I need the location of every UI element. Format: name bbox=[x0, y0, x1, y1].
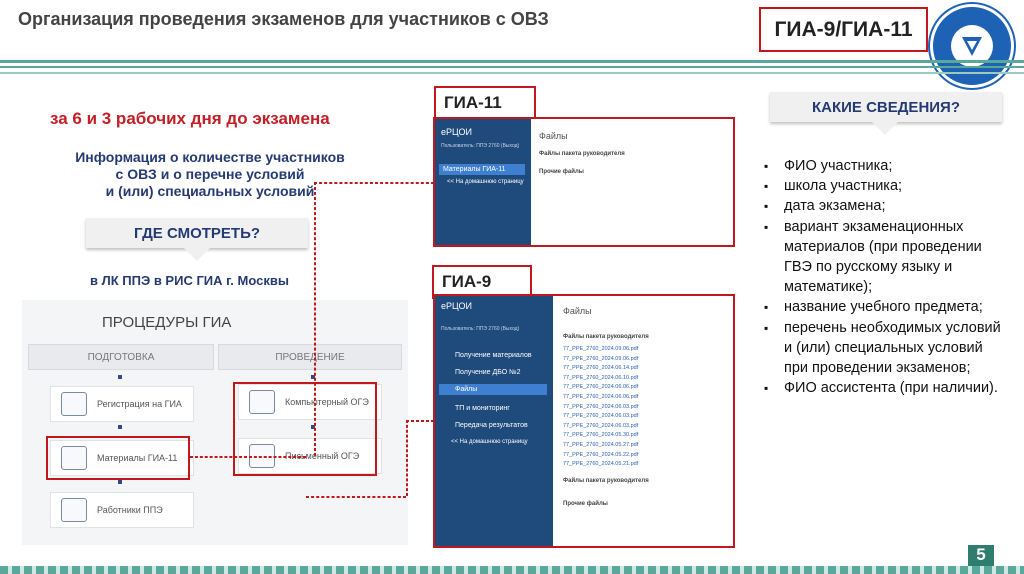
highlight-oge bbox=[233, 382, 377, 476]
menu-transfer[interactable]: Передача результатов bbox=[455, 422, 528, 429]
column-prep: ПОДГОТОВКА bbox=[28, 344, 214, 370]
connector-line bbox=[406, 420, 408, 496]
page-title: Организация проведения экзаменов для участников с ОВЗ bbox=[18, 9, 549, 29]
footer-stripe bbox=[0, 566, 1024, 574]
card-registration[interactable] bbox=[50, 386, 194, 422]
connector-line bbox=[314, 182, 434, 184]
registration-icon bbox=[61, 392, 87, 416]
banner-notch bbox=[872, 122, 898, 135]
highlight-materials bbox=[46, 436, 190, 480]
connector-line bbox=[406, 420, 434, 422]
menu-materials[interactable]: Материалы ГИА-11 bbox=[439, 164, 525, 175]
file-link[interactable]: 77_PPE_2760_2024.09.06.pdf bbox=[563, 355, 639, 362]
banner-notch bbox=[184, 248, 210, 261]
menu-dbo[interactable]: Получение ДБО №2 bbox=[455, 369, 521, 376]
info-line: Информация о количестве участников bbox=[75, 149, 345, 165]
menu-get-materials[interactable]: Получение материалов bbox=[455, 352, 532, 359]
brand-name: еРЦОИ bbox=[441, 127, 472, 137]
user-text: Пользователь: ППЭ 2760 (Выход) bbox=[441, 143, 520, 149]
list-item: ▪ ФИО ассистента (при наличии). bbox=[764, 378, 1004, 398]
files-heading: Файлы bbox=[563, 306, 592, 316]
section-other-files: Прочие файлы bbox=[563, 501, 608, 507]
what-info-banner: КАКИЕ СВЕДЕНИЯ? bbox=[770, 92, 1002, 122]
file-link[interactable]: 77_PPE_2760_2024.09.06.pdf bbox=[563, 346, 639, 352]
list-item: ▪ перечень необходимых условий и (или) специальных условий при проведении экзаменов; bbox=[764, 318, 1004, 379]
section-manager-files: Файлы пакета руководителя bbox=[563, 334, 649, 340]
file-link[interactable]: 77_PPE_2760_2024.05.22.pdf bbox=[563, 451, 639, 458]
procedures-title: ПРОЦЕДУРЫ ГИА bbox=[102, 314, 232, 331]
header-stripe-light bbox=[0, 72, 1024, 74]
moscow-center-logo bbox=[930, 4, 1014, 88]
menu-home[interactable]: << На домашнюю страницу bbox=[451, 439, 528, 445]
list-item: ▪ название учебного предмета; bbox=[764, 297, 1004, 317]
menu-monitoring[interactable]: ТП и мониторинг bbox=[455, 405, 510, 412]
file-link[interactable]: 77_PPE_2760_2024.05.21.pdf bbox=[563, 461, 639, 468]
gia11-label: ГИА-11 bbox=[434, 86, 536, 120]
workers-icon bbox=[61, 498, 87, 522]
file-link[interactable]: 77_PPE_2760_2024.06.06.pdf bbox=[563, 384, 639, 391]
card-ppe-workers[interactable] bbox=[50, 492, 194, 528]
info-line: и (или) специальных условий bbox=[105, 183, 315, 199]
column-conduct: ПРОВЕДЕНИЕ bbox=[218, 344, 402, 370]
section-manager-files: Файлы пакета руководителя bbox=[563, 478, 649, 484]
card-label: Письменный ОГЭ bbox=[285, 451, 360, 461]
card-label: Работники ППЭ bbox=[97, 505, 163, 515]
list-item: ▪ вариант экзаменационных материалов (при проведении ГВЭ по русскому языку и математике); bbox=[764, 217, 1004, 298]
file-link[interactable]: 77_PPE_2760_2024.06.06.pdf bbox=[563, 394, 639, 400]
file-link[interactable]: 77_PPE_2760_2024.06.03.pdf bbox=[563, 403, 639, 410]
connector-line bbox=[190, 456, 306, 458]
file-link[interactable]: 77_PPE_2760_2024.05.27.pdf bbox=[563, 442, 639, 448]
list-item: ▪ дата экзамена; bbox=[764, 196, 1004, 216]
file-link[interactable]: 77_PPE_2760_2024.06.10.pdf bbox=[563, 374, 639, 381]
brand-name: еРЦОИ bbox=[441, 301, 472, 311]
connector-dot bbox=[118, 375, 122, 379]
card-label: Регистрация на ГИА bbox=[97, 399, 182, 409]
location-text: в ЛК ППЭ в РИС ГИА г. Москвы bbox=[90, 273, 289, 288]
section-manager-files: Файлы пакета руководителя bbox=[539, 151, 625, 157]
connector-dot bbox=[118, 425, 122, 429]
list-item: ▪ школа участника; bbox=[764, 176, 1004, 196]
gia11-screen bbox=[435, 119, 733, 245]
menu-files[interactable]: Файлы bbox=[439, 384, 547, 395]
gia9-screen bbox=[435, 296, 733, 546]
info-text bbox=[40, 149, 380, 200]
card-label: Компьютерный ОГЭ bbox=[285, 397, 369, 407]
gia9-sidebar bbox=[435, 296, 553, 546]
header-stripe-thin bbox=[0, 66, 1024, 68]
deadline-text: за 6 и 3 рабочих дня до экзамена bbox=[50, 109, 330, 128]
file-link[interactable]: 77_PPE_2760_2024.06.03.pdf bbox=[563, 413, 639, 420]
file-link[interactable]: 77_PPE_2760_2024.06.14.pdf bbox=[563, 365, 639, 372]
file-link[interactable]: 77_PPE_2760_2024.06.03.pdf bbox=[563, 422, 639, 429]
page-number: 5 bbox=[968, 545, 994, 567]
connector-dot bbox=[118, 480, 122, 484]
section-other-files: Прочие файлы bbox=[539, 169, 584, 175]
menu-home[interactable]: << На домашнюю страницу bbox=[447, 179, 524, 185]
info-line: с ОВЗ и о перечне условий bbox=[115, 166, 305, 182]
user-text: Пользователь: ППЭ 2760 (Выход) bbox=[441, 326, 520, 332]
info-list bbox=[764, 156, 1004, 398]
gia9-label: ГИА-9 bbox=[432, 265, 532, 299]
card-label: Материалы ГИА-11 bbox=[97, 453, 178, 463]
header-stripe bbox=[0, 60, 1024, 63]
connector-line bbox=[314, 182, 316, 456]
connector-line bbox=[306, 496, 406, 498]
file-link[interactable]: 77_PPE_2760_2024.05.30.pdf bbox=[563, 432, 639, 439]
files-heading: Файлы bbox=[539, 131, 568, 141]
list-item: ▪ ФИО участника; bbox=[764, 156, 1004, 176]
gia-badge: ГИА-9/ГИА-11 bbox=[759, 7, 928, 52]
where-banner: ГДЕ СМОТРЕТЬ? bbox=[86, 218, 308, 248]
